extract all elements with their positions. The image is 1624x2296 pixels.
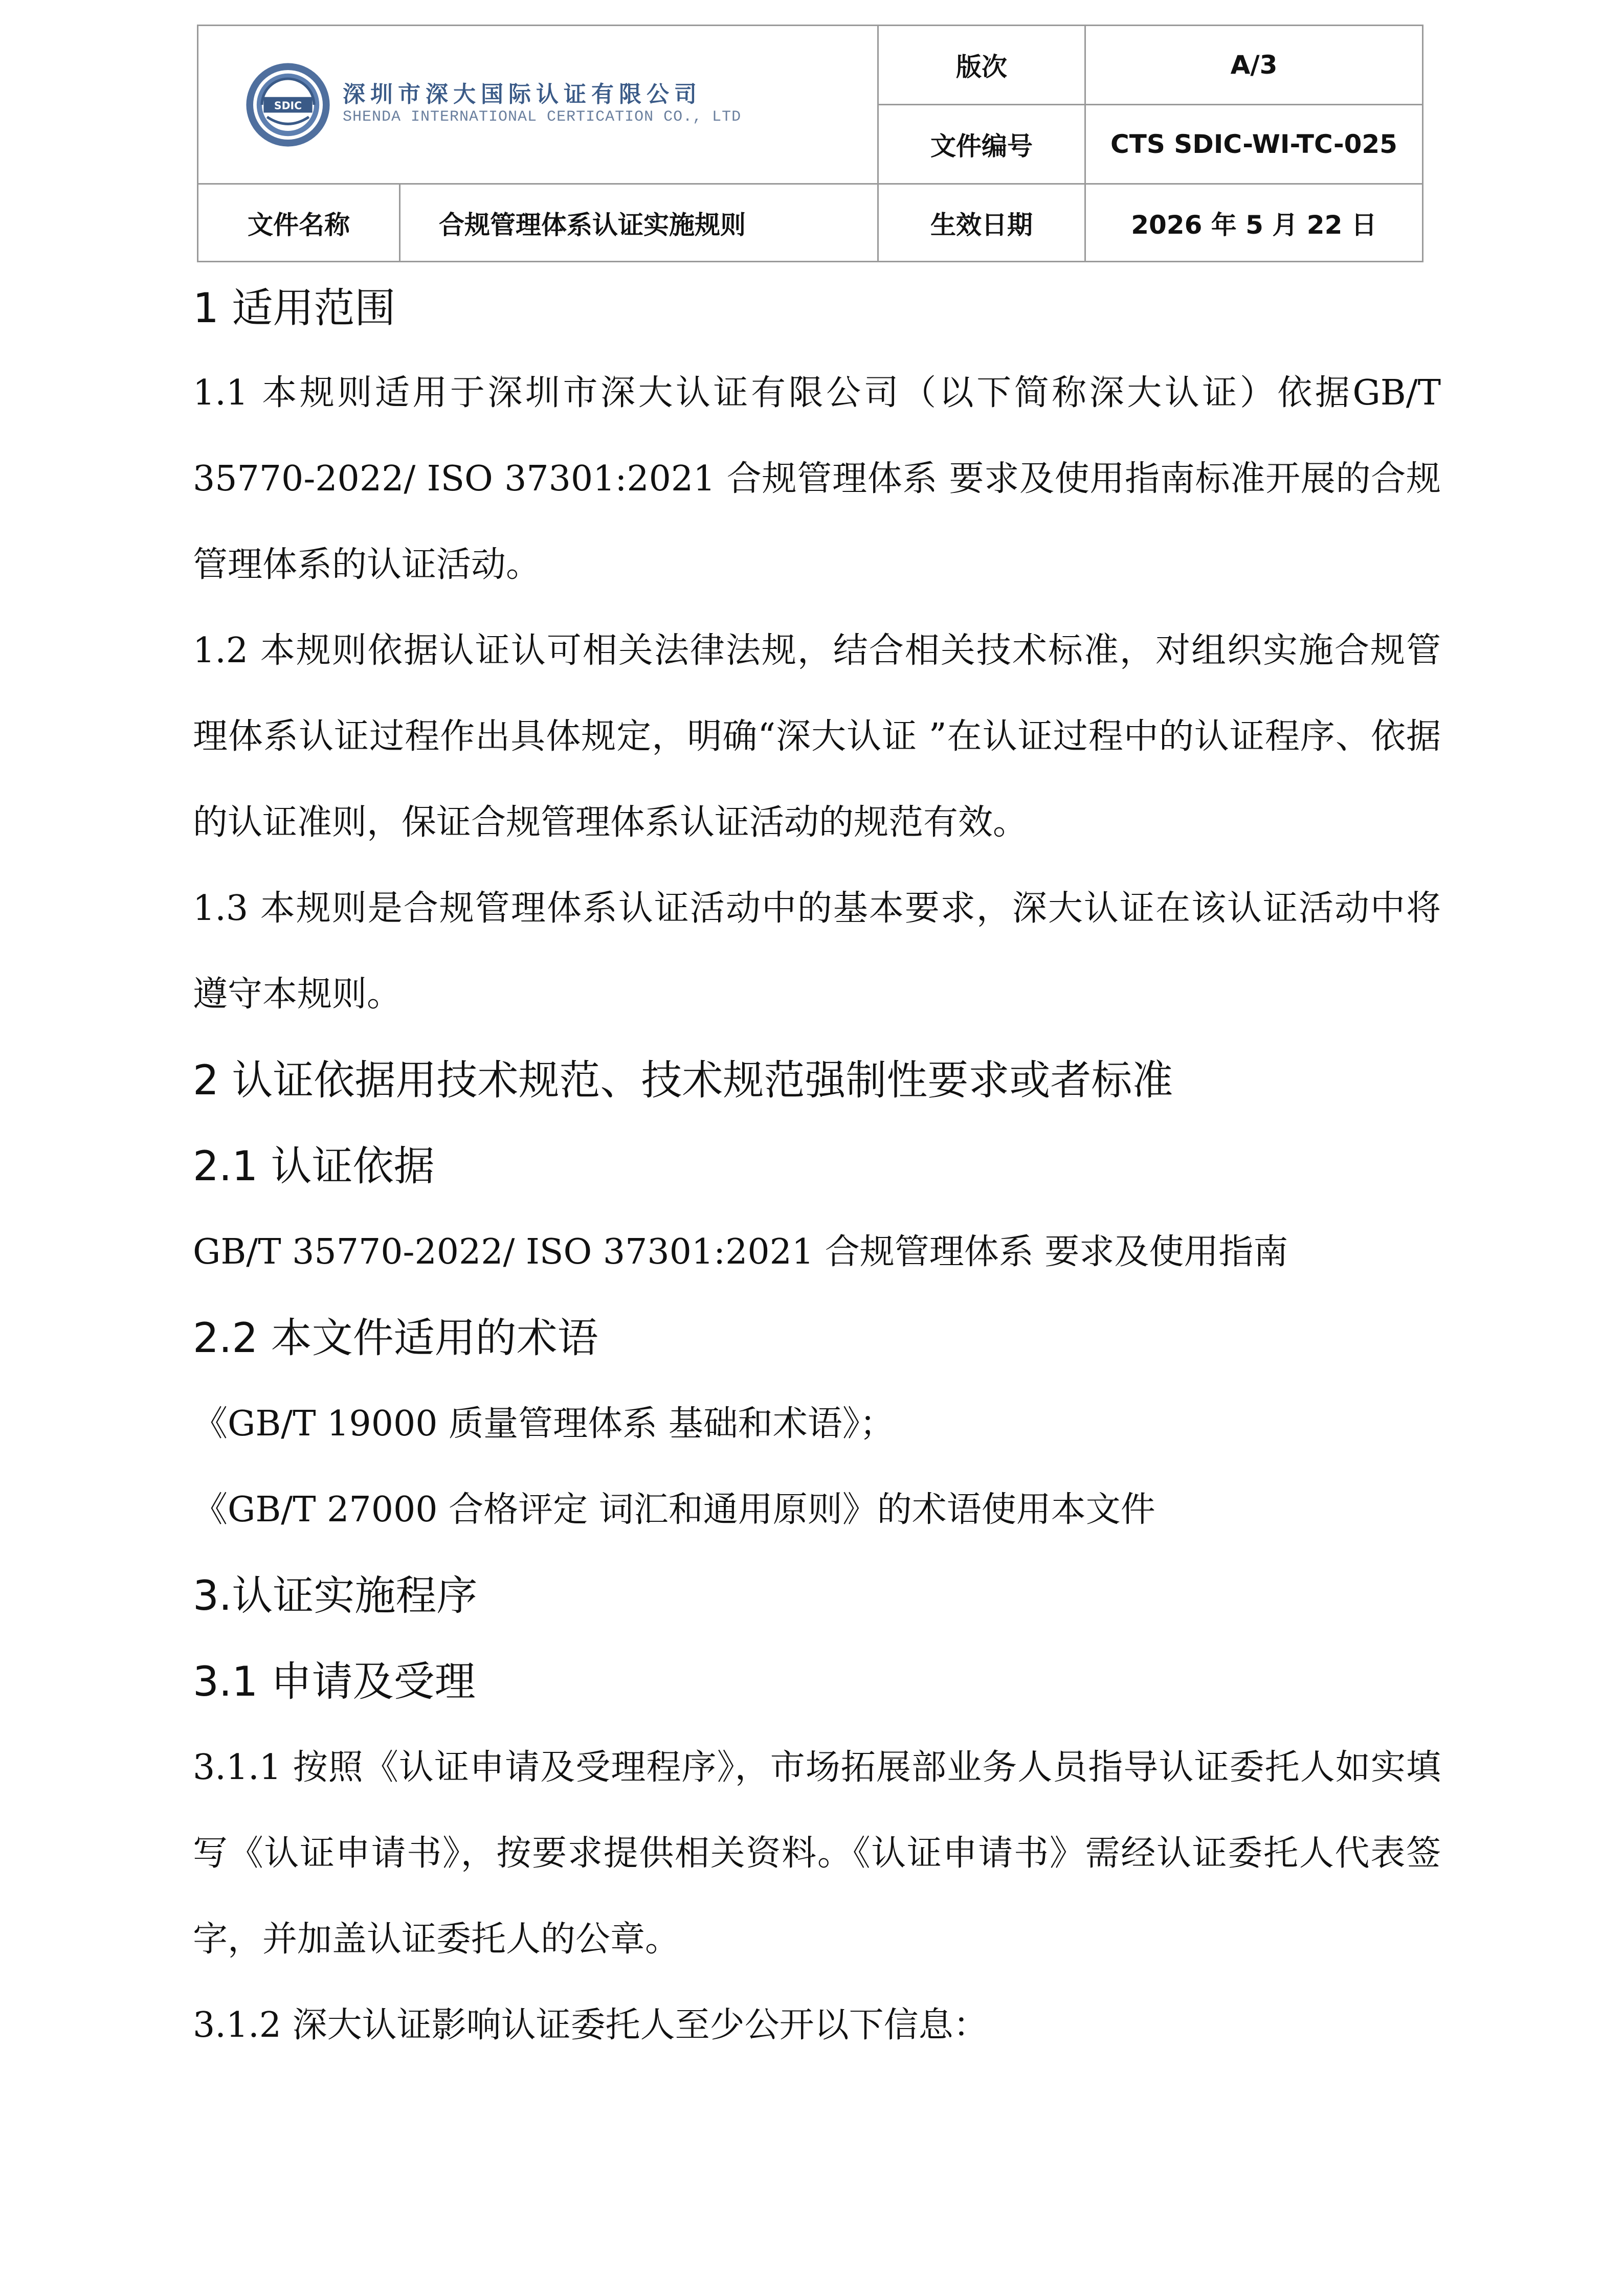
doc-name-value: 合规管理体系认证实施规则 [400,184,878,262]
doc-name-label: 文件名称 [198,184,400,262]
section-2-2-title: 2.2 本文件适用的术语 [193,1314,598,1362]
section-3-1-title: 3.1 申请及受理 [193,1658,476,1705]
section-3-title: 3.认证实施程序 [193,1572,478,1619]
document-body [193,266,1441,2068]
version-value: A/3 [1085,26,1423,105]
section-1-title: 1 适用范围 [193,284,396,332]
clause-2-2-line-2: 《GB/T 27000 合格评定 词汇和通用原则》的术语使用本文件 [193,1490,1155,1530]
version-label: 版次 [878,26,1085,105]
clause-3-1-2: 3.1.2 深大认证影响认证委托人至少公开以下信息： [193,2005,988,2045]
effective-date-value: 2026 年 5 月 22 日 [1085,184,1423,262]
effective-date-label: 生效日期 [878,184,1085,262]
clause-3-1-1: 3.1.1 按照《认证申请及受理程序》，市场拓展部业务人员指导认证委托人如实填写《认证申请书》，按要求提供相关资料。《认证申请书》需经认证委托人代表签字，并加盖认证委托人的公章。 [193,1747,1441,1960]
section-2-1-title: 2.1 认证依据 [193,1142,435,1190]
doc-no-value: CTS SDIC-WI-TC-025 [1085,105,1423,184]
clause-1-2: 1.2 本规则依据认证认可相关法律法规，结合相关技术标准，对组织实施合规管理体系认证过程作出具体规定，明确“深大认证 ”在认证过程中的认证程序、依据的认证准则，保证合规管理体系认证活动的规范有效。 [193,631,1441,843]
clause-1-1: 1.1 本规则适用于深圳市深大认证有限公司（以下简称深大认证）依据GB/T 35770-2022/ ISO 37301:2021 合规管理体系 要求及使用指南标准开展的合规管理体系的认证活动。 [193,373,1441,585]
sdic-seal-icon [244,61,331,148]
clause-1-3: 1.3 本规则是合规管理体系认证活动中的基本要求，深大认证在该认证活动中将遵守本规则。 [193,888,1441,1015]
company-name-cn: 深圳市深大国际认证有限公司 [343,81,702,107]
logo-text: SDIC [274,99,302,111]
clause-2-1-text: GB/T 35770-2022/ ISO 37301:2021 合规管理体系 要求及使用指南 [193,1232,1288,1272]
company-logo [198,61,877,148]
company-name-en: SHENDA INTERNATIONAL CERTICATION CO., LTD [343,108,742,126]
section-2-title: 2 认证依据用技术规范、技术规范强制性要求或者标准 [193,1056,1173,1104]
logo-cell [198,26,878,184]
doc-no-label: 文件编号 [878,105,1085,184]
document-header-table [197,25,1423,262]
clause-2-2-line-1: 《GB/T 19000 质量管理体系 基础和术语》； [193,1404,895,1444]
